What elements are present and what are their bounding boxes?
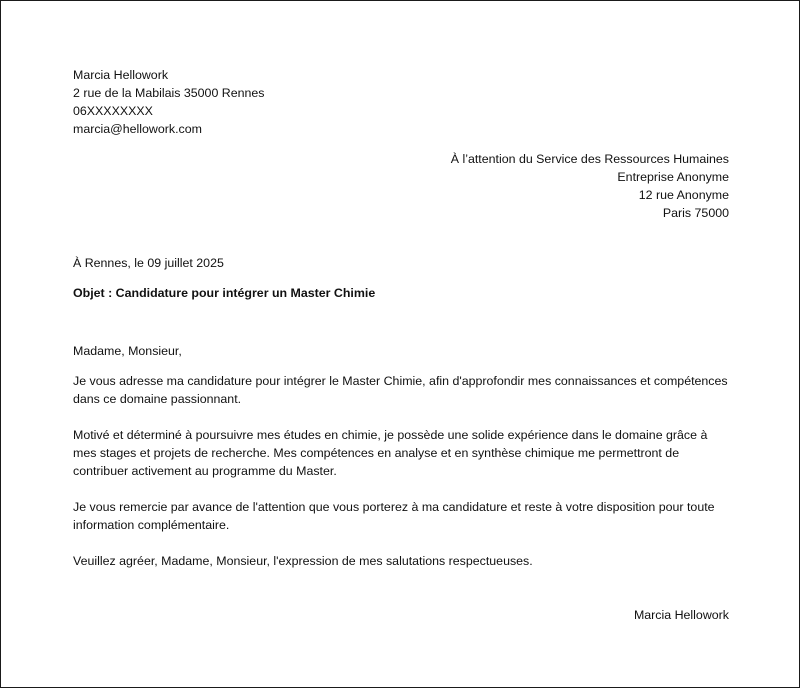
recipient-block <box>73 150 729 222</box>
letter-signature: Marcia Hellowork <box>633 608 729 622</box>
sender-name: Marcia Hellowork <box>73 68 169 82</box>
sender-address: 2 rue de la Mabilais 35000 Rennes <box>73 86 265 100</box>
recipient-company: Entreprise Anonyme <box>617 170 729 184</box>
recipient-attention: À l’attention du Service des Ressources Humaines <box>450 152 729 166</box>
letter-paragraph: Je vous remercie par avance de l'attention que vous porterez à ma candidature et reste à votre disposition pour toute information complémentaire. <box>73 500 715 532</box>
letter-paragraph: Je vous adresse ma candidature pour intégrer le Master Chimie, afin d'approfondir mes connaissances et compétences dans ce domaine passionnant. <box>73 374 728 406</box>
letter-subject: Objet : Candidature pour intégrer un Master Chimie <box>73 286 376 300</box>
sender-phone: 06XXXXXXXX <box>73 104 153 118</box>
sender-block <box>73 66 729 138</box>
letter-salutation: Madame, Monsieur, <box>73 344 182 358</box>
letter-date: À Rennes, le 09 juillet 2025 <box>73 256 224 270</box>
letter-closing: Veuillez agréer, Madame, Monsieur, l'expression de mes salutations respectueuses. <box>73 554 533 568</box>
sender-email: marcia@hellowork.com <box>73 122 202 136</box>
letter-paragraph: Motivé et déterminé à poursuivre mes études en chimie, je possède une solide expérience dans le domaine grâce à mes stages et projets de recherche. Mes compétences en analyse et en synthèse chimique me permettront de contribuer activement au programme du Master. <box>73 428 708 478</box>
recipient-city: Paris 75000 <box>662 206 729 220</box>
recipient-street: 12 rue Anonyme <box>638 188 729 202</box>
